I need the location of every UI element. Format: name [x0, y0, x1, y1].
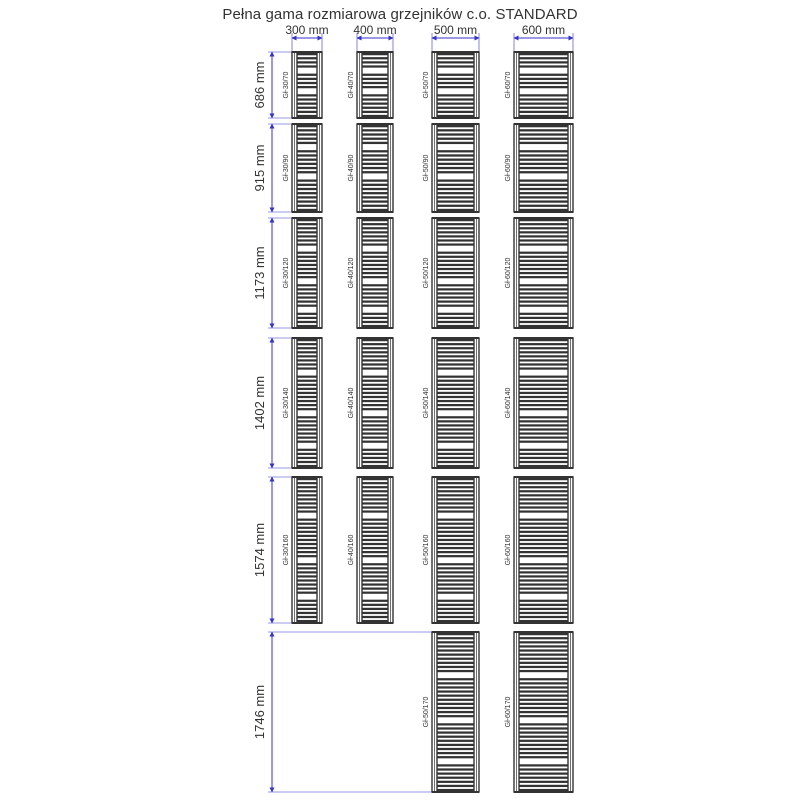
- model-label: Gł-40/160: [347, 534, 355, 566]
- width-label: 600 mm: [521, 23, 566, 37]
- model-label: Gł-60/70: [504, 71, 512, 99]
- model-label: Gł-40/140: [347, 387, 355, 419]
- width-label: 300 mm: [285, 23, 329, 37]
- model-label: Gł-30/90: [282, 154, 290, 182]
- model-label: Gł-60/160: [504, 534, 512, 566]
- model-label: Gł-50/160: [422, 534, 430, 566]
- radiator-Gł-60/90: [514, 123, 573, 213]
- height-label: 915 mm: [252, 144, 267, 192]
- height-label: 1173 mm: [252, 246, 267, 300]
- model-label: Gł-60/140: [504, 387, 512, 419]
- radiator-Gł-40/160: [357, 476, 393, 624]
- radiator-Gł-30/140: [292, 337, 322, 469]
- width-label: 500 mm: [433, 23, 478, 37]
- radiator-Gł-30/90: [292, 123, 322, 213]
- radiator-Gł-40/90: [357, 123, 393, 213]
- radiator-Gł-60/170: [514, 631, 573, 793]
- model-label: Gł-50/70: [422, 71, 430, 99]
- model-label: Gł-40/120: [347, 257, 355, 289]
- model-label: Gł-40/90: [347, 154, 355, 182]
- model-label: Gł-30/160: [282, 534, 290, 566]
- radiator-Gł-30/160: [292, 476, 322, 624]
- model-label: Gł-60/170: [504, 696, 512, 728]
- height-label: 686 mm: [252, 61, 267, 109]
- model-label: Gł-30/140: [282, 387, 290, 419]
- model-label: Gł-40/70: [347, 71, 355, 99]
- radiator-Gł-60/70: [514, 51, 573, 119]
- radiator-Gł-40/140: [357, 337, 393, 469]
- model-label: Gł-30/70: [282, 71, 290, 99]
- height-label: 1402 mm: [252, 375, 267, 431]
- radiator-Gł-30/120: [292, 217, 322, 329]
- radiator-Gł-30/70: [292, 51, 322, 119]
- width-label: 400 mm: [353, 23, 397, 37]
- radiator-Gł-50/170: [432, 631, 479, 793]
- radiator-Gł-50/90: [432, 123, 479, 213]
- model-label: Gł-60/90: [504, 154, 512, 182]
- model-label: Gł-50/140: [422, 387, 430, 419]
- radiator-Gł-50/140: [432, 337, 479, 469]
- height-label: 1746 mm: [252, 684, 267, 740]
- model-label: Gł-30/120: [282, 257, 290, 289]
- radiator-Gł-50/120: [432, 217, 479, 329]
- model-label: Gł-50/120: [422, 257, 430, 289]
- radiator-Gł-40/120: [357, 217, 393, 329]
- radiator-Gł-60/120: [514, 217, 573, 329]
- radiator-Gł-50/70: [432, 51, 479, 119]
- radiator-Gł-40/70: [357, 51, 393, 119]
- radiator-Gł-60/140: [514, 337, 573, 469]
- model-label: Gł-50/90: [422, 154, 430, 182]
- radiator-Gł-60/160: [514, 476, 573, 624]
- model-label: Gł-60/120: [504, 257, 512, 289]
- radiator-Gł-50/160: [432, 476, 479, 624]
- height-label: 1574 mm: [252, 522, 267, 578]
- diagram-title: Pełna gama rozmiarowa grzejników c.o. STANDARD: [222, 6, 578, 23]
- radiator-grid: [292, 51, 573, 793]
- model-label: Gł-50/170: [422, 696, 430, 728]
